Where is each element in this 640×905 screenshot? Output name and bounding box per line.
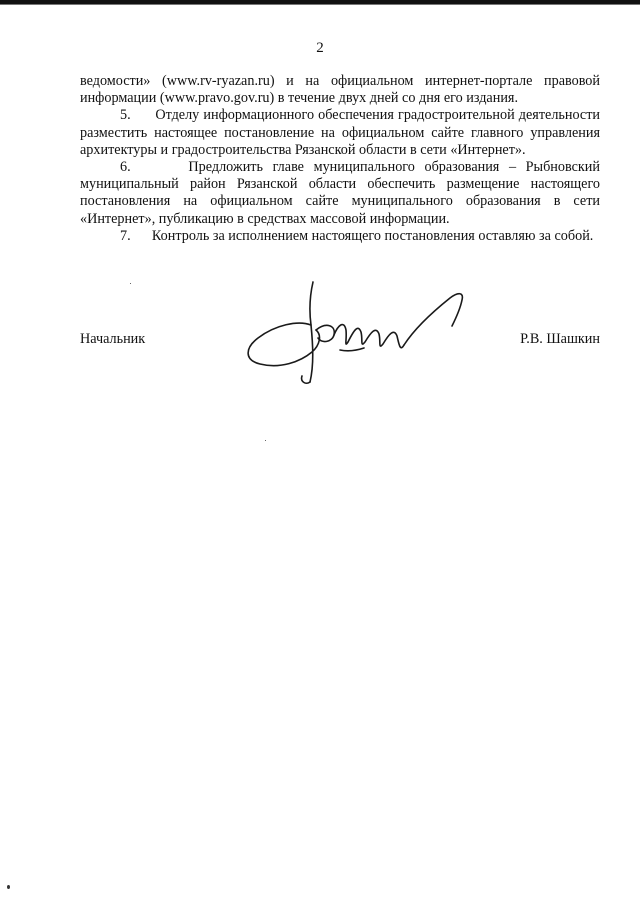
handwritten-signature <box>240 270 480 400</box>
signatory-title: Начальник <box>80 331 146 347</box>
paragraph-continuation: ведомости» (www.rv-ryazan.ru) и на официальном интернет-портале правовой информации (www.pravo.gov.ru) в течение двух дней со дня его издания. <box>80 73 600 107</box>
scan-speck <box>7 885 10 889</box>
top-border-shadow <box>0 4 640 5</box>
document-body <box>80 73 600 245</box>
scan-speck <box>265 440 266 441</box>
paragraph-item-5: 5. Отделу информационного обеспечения градостроительной деятельности разместить настоящее постановление на официальном сайте главного управления архитектуры и градостроительства Рязанской области в сети «Интернет». <box>80 107 600 158</box>
page-number: 2 <box>316 40 324 56</box>
paragraph-item-6: 6. Предложить главе муниципального образования – Рыбновский муниципальный район Рязанской области обеспечить размещение настоящего постановления на официальном сайте муниципального образования в сети «Интернет», публикацию в средствах массовой информации. <box>80 159 600 227</box>
scan-speck <box>130 283 131 284</box>
signatory-name: Р.В. Шашкин <box>520 331 600 347</box>
paragraph-item-7: 7. Контроль за исполнением настоящего постановления оставляю за собой. <box>120 227 594 244</box>
